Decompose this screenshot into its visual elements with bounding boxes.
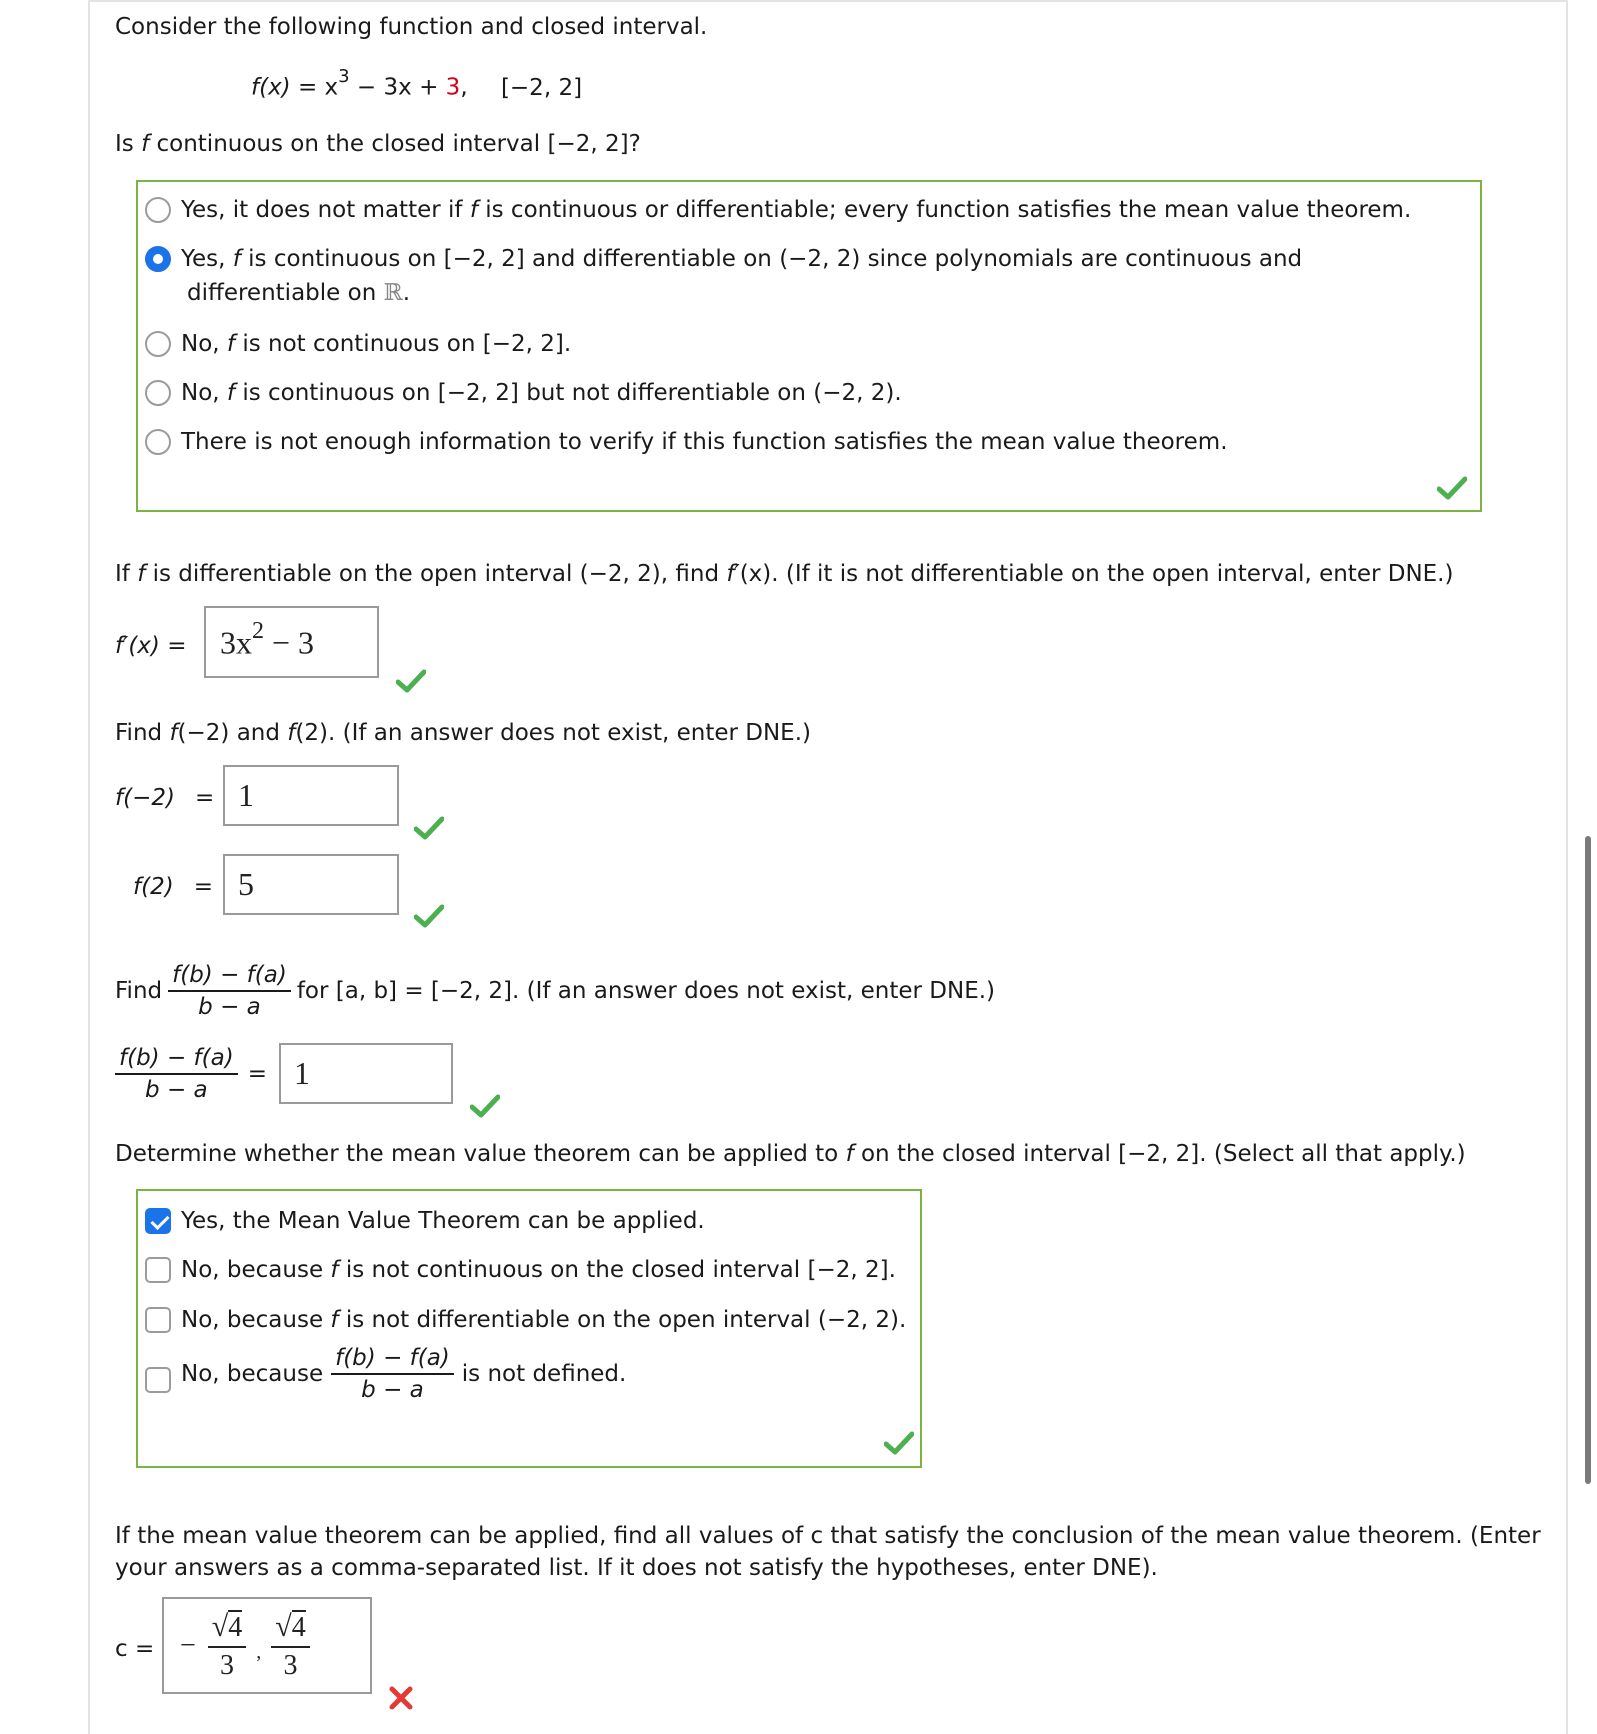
checkbox[interactable]: [145, 1367, 171, 1393]
radio-option-2[interactable]: Yes, f is continuous on [−2, 2] and differentiable on (−2, 2) since polynomials are continuous and differentiable on ℝ.: [145, 246, 1302, 310]
checkbox-option-1[interactable]: Yes, the Mean Value Theorem can be applied.: [145, 1208, 705, 1238]
checkbox-checked[interactable]: [145, 1208, 171, 1234]
f-at-minus-2-answer-field[interactable]: 1: [223, 765, 399, 826]
difference-quotient: $\frac{f(b) - f(a)}{b - a}$: [331, 1345, 454, 1403]
radio-button[interactable]: [145, 380, 171, 406]
scrollbar[interactable]: [1585, 836, 1591, 1484]
f-at-2-label: f(2) =: [133, 874, 213, 900]
correct-check-icon: [1437, 476, 1467, 500]
radio-option-5[interactable]: There is not enough information to verify if this function satisfies the mean value theorem.: [145, 429, 1228, 459]
function-definition: $f(x) = x^3 - 3x + 3$, [−2, 2]: [251, 66, 583, 101]
mvt-applicability-question: Determine whether the mean value theorem can be applied to f on the closed interval [−2, 2]. (Select all that apply.): [115, 1141, 1466, 1167]
checkbox-option-4[interactable]: No, because $\frac{f(b) - f(a)}{b - a}$ is not defined.: [145, 1367, 626, 1403]
endpoint-values-question: Find f(−2) and f(2). (If an answer does not exist, enter DNE.): [115, 720, 811, 746]
radio-option-1[interactable]: Yes, it does not matter if f is continuous or differentiable; every function satisfies the mean value theorem.: [145, 197, 1411, 227]
slope-label: $\frac{f(b) - f(a)}{b - a}$ =: [115, 1045, 267, 1103]
correct-check-icon: [414, 904, 444, 928]
c-value-fraction: $\frac{√4}{3}$: [208, 1610, 246, 1682]
radio-option-3[interactable]: No, f is not continuous on [−2, 2].: [145, 331, 571, 361]
slope-question: Find $\frac{f(b) - f(a)}{b - a}$ for [a, b] = [−2, 2]. (If an answer does not exist, enter DNE.): [115, 962, 996, 1020]
derivative-question: If f is differentiable on the open interval (−2, 2), find f′(x). (If it is not differentiable on the open interval, enter DNE.): [115, 561, 1454, 587]
radio-button[interactable]: [145, 197, 171, 223]
c-answer-field[interactable]: − $\frac{√4}{3}$ , $\frac{√4}{3}$: [162, 1597, 372, 1694]
checkbox-option-3[interactable]: No, because f is not differentiable on the open interval (−2, 2).: [145, 1307, 906, 1337]
correct-check-icon: [470, 1094, 500, 1118]
difference-quotient: $\frac{f(b) - f(a)}{b - a}$: [168, 962, 291, 1020]
mvt-answer-group: [136, 1189, 922, 1468]
difference-quotient: $\frac{f(b) - f(a)}{b - a}$: [115, 1045, 238, 1103]
radio-option-4[interactable]: No, f is continuous on [−2, 2] but not differentiable on (−2, 2).: [145, 380, 902, 410]
continuity-question: Is f continuous on the closed interval [−2, 2]?: [115, 131, 641, 157]
correct-check-icon: [884, 1431, 914, 1455]
continuity-answer-group: [136, 180, 1482, 512]
c-label: c =: [115, 1636, 155, 1662]
checkbox[interactable]: [145, 1307, 171, 1333]
c-values-question: If the mean value theorem can be applied, find all values of c that satisfy the conclusion of the mean value theorem. (Enter your answers as a comma-separated list. If it does not satisfy the hypotheses, enter DNE).: [115, 1523, 1541, 1581]
checkbox[interactable]: [145, 1257, 171, 1283]
radio-button-selected[interactable]: [145, 246, 171, 272]
slope-answer-field[interactable]: 1: [279, 1043, 453, 1104]
radio-button[interactable]: [145, 429, 171, 455]
intro-text: Consider the following function and closed interval.: [115, 14, 708, 40]
c-value-fraction: $\frac{√4}{3}$: [271, 1610, 309, 1682]
radio-button[interactable]: [145, 331, 171, 357]
f-at-minus-2-label: f(−2) =: [115, 785, 215, 811]
correct-check-icon: [396, 669, 426, 693]
derivative-label: f′(x) =: [115, 633, 187, 659]
checkbox-option-2[interactable]: No, because f is not continuous on the closed interval [−2, 2].: [145, 1257, 896, 1287]
correct-check-icon: [414, 816, 444, 840]
incorrect-x-icon: [388, 1685, 414, 1711]
derivative-answer-field[interactable]: $3x^2 - 3$: [204, 606, 379, 678]
f-at-2-answer-field[interactable]: 5: [223, 854, 399, 915]
